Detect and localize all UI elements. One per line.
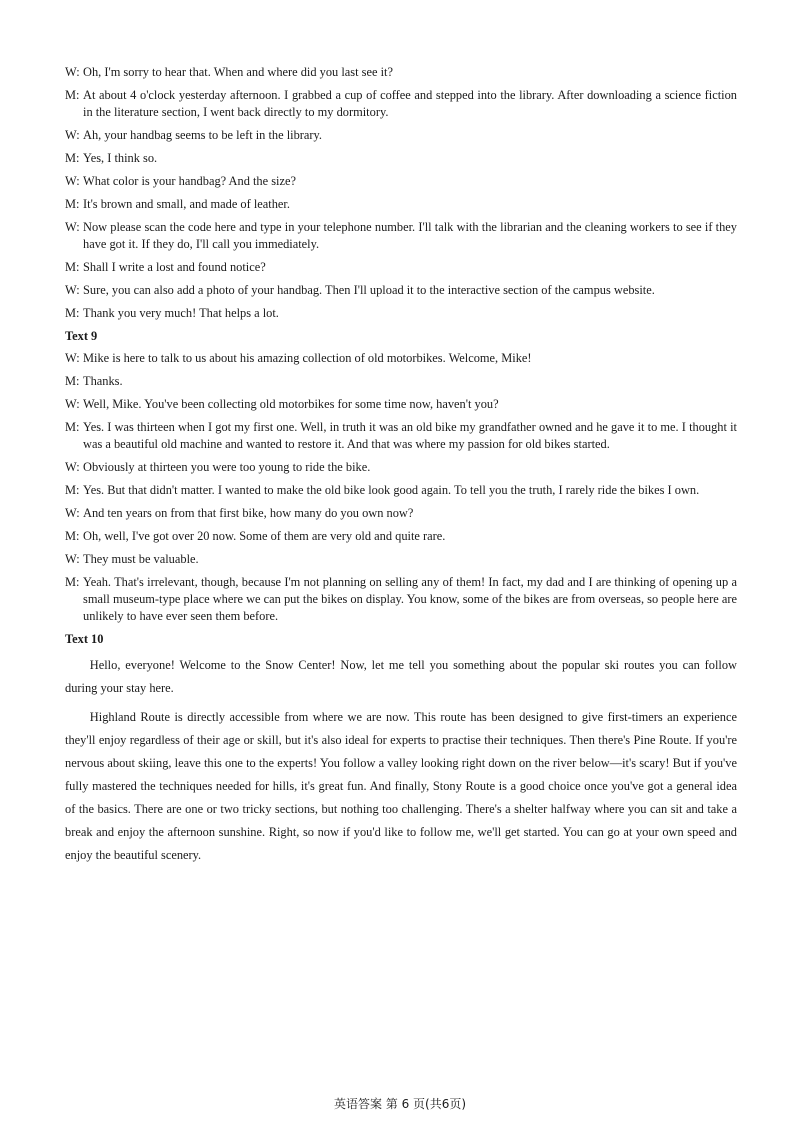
speaker-label: W: [65, 282, 80, 297]
dialogue-line [65, 259, 737, 276]
speaker-label: M: [65, 150, 80, 165]
text9-heading: Text 9 [65, 328, 98, 343]
dialogue-line [65, 574, 737, 626]
page-content [65, 64, 737, 872]
speaker-label: W: [65, 397, 80, 412]
dialogue-line [65, 396, 737, 413]
dialogue-line [65, 127, 737, 144]
text10-monologue [65, 654, 737, 867]
dialogue-line [65, 150, 737, 167]
dialogue-text: Oh, well, I've got over 20 now. Some of them are very old and quite rare. [83, 528, 446, 543]
dialogue-text: Shall I write a lost and found notice? [83, 259, 266, 274]
dialogue-line [65, 505, 737, 522]
speaker-label: W: [65, 351, 80, 366]
dialogue-text: And ten years on from that first bike, how many do you own now? [83, 506, 414, 521]
dialogue-text: Oh, I'm sorry to hear that. When and where did you last see it? [83, 65, 393, 79]
dialogue-line [65, 373, 737, 390]
dialogue-line [65, 551, 737, 568]
speaker-label: M: [65, 483, 80, 498]
dialogue-line [65, 64, 737, 81]
dialogue-line [65, 482, 737, 499]
speaker-label: M: [65, 305, 80, 320]
dialogue-line [65, 350, 737, 367]
speaker-label: M: [65, 420, 80, 435]
dialogue-text: Yes. I was thirteen when I got my first one. Well, in truth it was an old bike my grandfather owned and he gave it to me. I thought it was a beautiful old machine and wanted to restore it. And that was where my passion for old bikes started. [83, 420, 737, 452]
dialogue-text: Ah, your handbag seems to be left in the library. [83, 128, 323, 143]
speaker-label: M: [65, 574, 80, 589]
speaker-label: M: [65, 259, 80, 274]
page-footer: 英语答案 第 6 页(共6页) [333, 1097, 467, 1111]
dialogue-text: It's brown and small, and made of leather. [83, 196, 290, 211]
dialogue-line [65, 459, 737, 476]
paragraph: Highland Route is directly accessible from where we are now. This route has been designed to give first-timers an experience they'll enjoy regardless of their age or skill, but it's also ideal for experts to practise their techniques. Then there's Pine Route. If you're nervous about skiing, leave this one to the experts! You follow a valley looking right down on the river below—it's scary! But if you've fully mastered the techniques needed for hills, it's great fun. And finally, Stony Route is a good choice once you've got a general idea of the basics. There are one or two tricky sections, but nothing too challenging. There's a shelter halfway where you can sit and take a break and enjoy the afternoon sunshine. Right, so now if you'd like to follow me, we'll get started. You can go at your own speed and enjoy the beautiful scenery. [65, 709, 737, 862]
speaker-label: W: [65, 65, 80, 79]
speaker-label: W: [65, 460, 80, 475]
dialogue-text: They must be valuable. [83, 551, 199, 566]
speaker-label: W: [65, 173, 80, 188]
text8-dialogue [65, 64, 737, 322]
paragraph: Hello, everyone! Welcome to the Snow Center! Now, let me tell you something about the popular ski routes you can follow during your stay here. [65, 658, 737, 696]
dialogue-line [65, 196, 737, 213]
dialogue-line [65, 528, 737, 545]
text10-heading: Text 10 [65, 632, 104, 647]
dialogue-text: What color is your handbag? And the size? [83, 173, 296, 188]
dialogue-text: Now please scan the code here and type in your telephone number. I'll talk with the librarian and the cleaning workers to see if they have got it. If they do, I'll call you immediately. [83, 219, 737, 251]
dialogue-text: Sure, you can also add a photo of your handbag. Then I'll upload it to the interactive section of the campus website. [83, 282, 655, 297]
dialogue-text: Mike is here to talk to us about his amazing collection of old motorbikes. Welcome, Mike! [83, 351, 532, 366]
dialogue-line [65, 87, 737, 122]
speaker-label: M: [65, 196, 80, 211]
dialogue-text: Yes, I think so. [83, 150, 158, 165]
dialogue-text: Thank you very much! That helps a lot. [83, 305, 279, 320]
dialogue-text: At about 4 o'clock yesterday afternoon. I grabbed a cup of coffee and stepped into the library. After downloading a science fiction in the literature section, I went back directly to my dormitory. [83, 87, 737, 120]
dialogue-line [65, 219, 737, 254]
dialogue-line [65, 305, 737, 322]
speaker-label: M: [65, 528, 80, 543]
dialogue-text: Yes. But that didn't matter. I wanted to make the old bike look good again. To tell you the truth, I rarely ride the bikes I own. [83, 483, 700, 498]
dialogue-text: Yeah. That's irrelevant, though, because I'm not planning on selling any of them! In fact, my dad and I are thinking of opening up a small museum-type place where we can put the bikes on display. You know, some of the bikes are from overseas, so people here are unlikely to have ever seen them before. [83, 574, 737, 624]
dialogue-text: Thanks. [83, 374, 123, 389]
text9-dialogue [65, 350, 737, 625]
dialogue-line [65, 419, 737, 454]
speaker-label: W: [65, 551, 80, 566]
dialogue-text: Well, Mike. You've been collecting old motorbikes for some time now, haven't you? [83, 397, 499, 412]
speaker-label: M: [65, 87, 80, 102]
speaker-label: W: [65, 506, 80, 521]
speaker-label: W: [65, 219, 80, 234]
speaker-label: M: [65, 374, 80, 389]
dialogue-line [65, 282, 737, 299]
dialogue-line [65, 173, 737, 190]
speaker-label: W: [65, 128, 80, 143]
dialogue-text: Obviously at thirteen you were too young to ride the bike. [83, 460, 371, 475]
